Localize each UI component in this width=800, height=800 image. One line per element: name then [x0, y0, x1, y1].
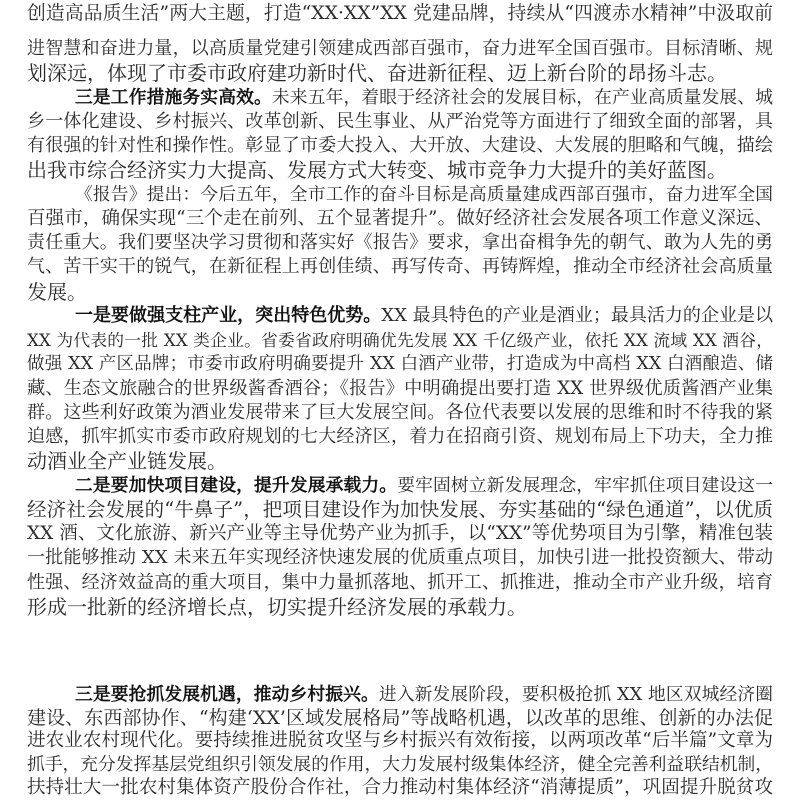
line-text: 进入新发展阶段，要积极抢抓 XX 地区双城经济圈	[378, 685, 773, 705]
line-text: 性强、经济效益高的重大项目，集中力量抓落地、抓开工、抓推进，推动全市产业升级，培育	[27, 571, 773, 593]
text-line	[27, 280, 773, 304]
text-line	[27, 110, 773, 134]
line-text: 动酒业全产业链发展。	[27, 449, 227, 474]
line-text: 形成一批新的经济增长点，切实提升经济发展的承载力。	[27, 594, 527, 619]
line-text: 一批能够推动 XX 未来五年实现经济快速发展的优质重点项目，加快引进一批投资额大、带动	[27, 547, 773, 569]
text-line	[27, 571, 773, 595]
text-line	[27, 401, 773, 425]
line-text: 划深远，体现了市委市政府建功新时代、奋进新征程、迈上新台阶的昂扬斗志。	[27, 61, 727, 86]
text-line	[27, 449, 773, 473]
line-text: 气、苦干实干的锐气，在新征程上再创佳绩、再写传奇、再铸辉煌，推动全市经济社会高质量	[27, 256, 773, 278]
text-line	[27, 255, 773, 279]
text-line	[27, 377, 773, 401]
text-line	[27, 207, 773, 231]
line-text: 《报告》提出：今后五年，全市工作的奋斗目标是高质量建成西部百强市，奋力进军全国	[75, 184, 773, 205]
bold-lead-sentence: 三是要抢抓发展机遇，推动乡村振兴。	[75, 684, 379, 705]
text-line	[27, 231, 773, 255]
line-text: 藏、生态文旅融合的世界级酱香酒谷；《报告》中明确提出要打造 XX 世界级优质酱酒产业集	[27, 377, 773, 399]
line-text: 责任重大。我们要坚决学习贯彻和落实好《报告》要求，拿出奋楫争先的朝气、敢为人先的勇	[27, 232, 773, 253]
bold-lead-sentence: 二是要加快项目建设，提升发展承载力。	[75, 474, 398, 496]
bold-lead-sentence: 三是工作措施务实高效。	[75, 86, 272, 108]
line-text: 发展。	[27, 279, 87, 304]
text-line	[27, 522, 773, 546]
line-text: 群。这些利好政策为酒业发展带来了巨大发展空间。各位代表要以发展的思维和时不待我的紧	[27, 401, 773, 423]
line-text: 百强市，确保实现“三个走在前列、五个显著提升”。做好经济社会发展各项工作意义深远、	[27, 207, 773, 229]
text-line	[27, 183, 773, 207]
line-text: 要牢固树立新发展理念，牢牢抓住项目建设这一	[397, 475, 773, 496]
text-line	[27, 683, 773, 707]
line-text: XX 酒、文化旅游、新兴产业等主导优势产业为抓手，以“XX”等优势项目为引擎，精准包装	[27, 523, 773, 544]
text-line	[27, 753, 773, 777]
line-text: XX 最具特色的产业是酒业；最具活力的企业是以	[381, 304, 773, 326]
text-line	[27, 425, 773, 449]
text-line	[27, 546, 773, 570]
bold-lead-sentence: 一是要做强支柱产业，突出特色优势。	[75, 304, 382, 326]
text-line	[27, 86, 773, 110]
line-text: 进智慧和奋进力量，以高质量党建引领建成西部百强市，奋力进军全国百强市。目标清晰、规	[27, 38, 773, 59]
text-line	[27, 729, 773, 753]
line-text: 创造高品质生活”两大主题，打造“XX·XX”XX 党建品牌，持续从“四渡赤水精神”中汲取前	[27, 3, 773, 24]
text-line	[27, 134, 773, 158]
line-text: 经济社会发展的“牛鼻子”，把项目建设作为加快发展、夯实基础的“绿色通道”，以优质	[27, 497, 773, 521]
line-text: 未来五年，着眼于经济社会的发展目标，在产业高质量发展、城	[271, 87, 773, 108]
line-text: 扶持壮大一批农村集体资产股份合作社，合力推动村集体经济“消薄提质”，巩固提升脱贫攻	[27, 776, 773, 798]
text-line	[27, 498, 773, 522]
line-text: 有很强的针对性和操作性。彰显了市委大投入、大开放、大建设、大发展的胆略和气魄，描绘	[27, 135, 773, 156]
line-text: 建设、东西部协作、“构建‘XX’区域发展格局”等战略机遇，以改革的思维、创新的办法促	[27, 707, 773, 730]
text-line	[27, 37, 773, 61]
text-line	[27, 158, 773, 182]
text-line	[27, 776, 773, 800]
text-line	[27, 706, 773, 730]
line-text: 出我市综合经济实力大提高、发展方式大转变、城市竞争力大提升的美好蓝图。	[27, 158, 727, 183]
line-text: 做强 XX 产区品牌；市委市政府明确要提升 XX 白酒产业带，打造成为中高档 XX 白酒酿造、储	[27, 354, 773, 375]
line-text: 进农业农村现代化。要持续推进脱贫攻坚与乡村振兴有效衔接，以两项改革“后半篇”文章为	[27, 730, 773, 752]
text-line	[27, 2, 773, 26]
text-line	[27, 595, 773, 619]
line-text: XX 为代表的一批 XX 类企业。省委省政府明确优先发展 XX 千亿级产业，依托 XX 流域 XX 酒谷，	[27, 330, 773, 350]
line-text: 乡一体化建设、乡村振兴、改革创新、民生事业、从严治党等方面进行了细致全面的部署，具	[27, 110, 773, 132]
text-line	[27, 61, 773, 85]
text-line	[27, 352, 773, 376]
text-line	[27, 474, 773, 498]
line-text: 抓手，充分发挥基层党组织引领发展的作用，大力发展村级集体经济，健全完善利益联结机制，	[27, 754, 773, 775]
text-line	[27, 328, 773, 352]
line-text: 迫感，抓牢抓实市委市政府规划的七大经济区，着力在招商引资、规划布局上下功夫，全力推	[27, 426, 773, 447]
text-line	[27, 304, 773, 328]
